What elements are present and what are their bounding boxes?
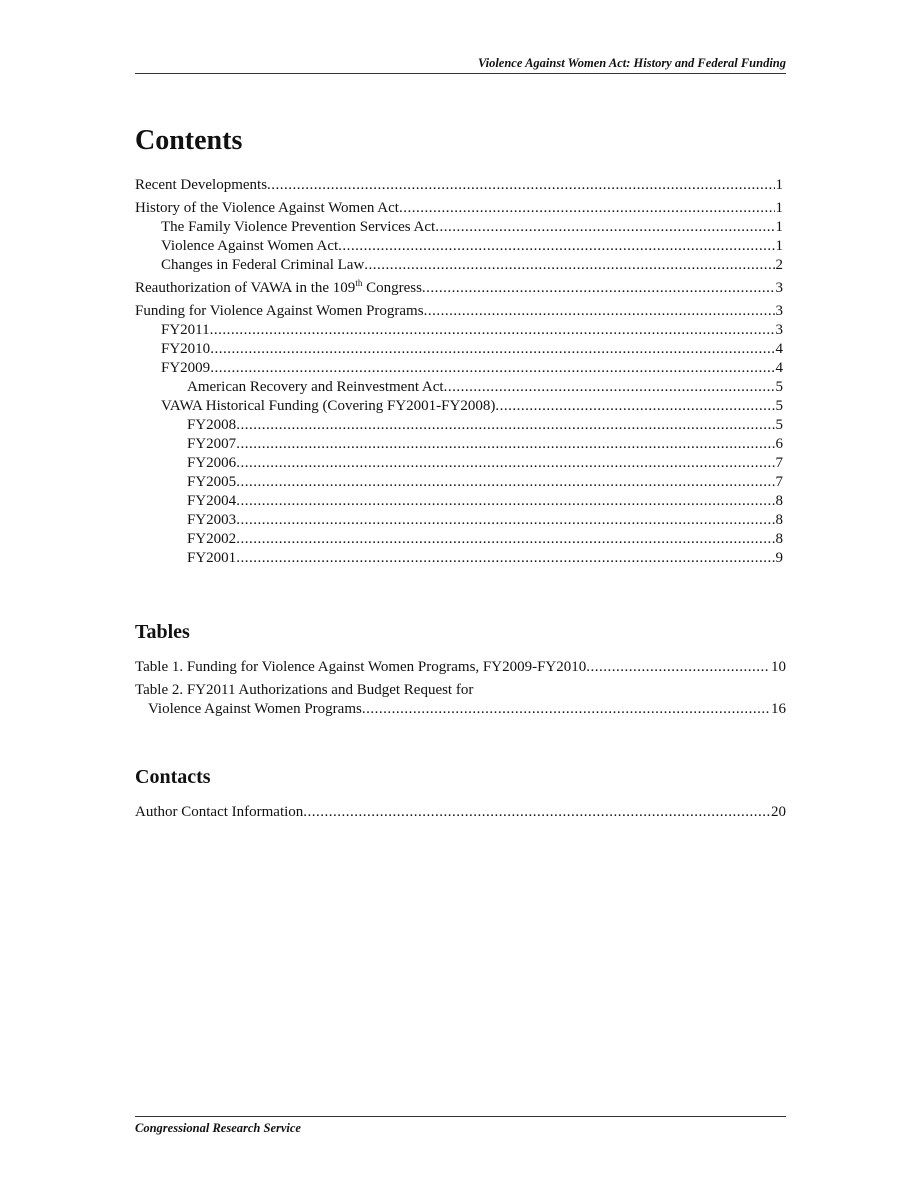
toc-page: 7 [775,474,783,490]
toc-page: 5 [775,417,783,433]
toc-label: American Recovery and Reinvestment Act [187,379,444,395]
toc-page: 1 [775,200,783,216]
toc-entry-fy2009[interactable] [135,359,783,378]
toc-label: FY2002 [187,531,237,547]
toc-entry-history-vawa[interactable] [135,199,783,218]
toc-label: Author Contact Information [135,804,304,820]
toc-entry-fy2005[interactable] [135,473,783,492]
toc-page: 3 [775,322,783,338]
toc-entry-fy2008[interactable] [135,416,783,435]
toc-entry-table-1[interactable] [135,658,786,677]
toc-page: 1 [775,219,783,235]
toc-label: FY2009 [161,360,211,376]
toc-entry-recent-developments[interactable] [135,176,783,195]
tables-list [135,658,786,719]
page-footer: Congressional Research Service [135,1116,786,1136]
toc-label-line2: Violence Against Women Programs [148,701,362,717]
toc-label: FY2004 [187,493,237,509]
toc-page: 8 [775,512,783,528]
toc-label: FY2008 [187,417,237,433]
toc-entry-criminal-law[interactable] [135,256,783,275]
toc-page: 10 [771,659,786,675]
contacts-list [135,803,786,822]
contents-list [135,176,783,568]
toc-label: FY2006 [187,455,237,471]
toc-page: 7 [775,455,783,471]
toc-label: FY2001 [187,550,237,566]
toc-page: 4 [775,341,783,357]
toc-label: Changes in Federal Criminal Law [161,257,365,273]
toc-label-line1: Table 2. FY2011 Authorizations and Budget Request for [135,682,474,698]
toc-label: FY2011 [161,322,210,338]
toc-page: 3 [775,280,783,296]
contents-heading: Contents [135,125,243,156]
toc-label: FY2010 [161,341,211,357]
running-header: Violence Against Women Act: History and Federal Funding [135,56,786,74]
toc-label: FY2003 [187,512,237,528]
toc-page: 16 [771,701,786,717]
toc-label: Funding for Violence Against Women Programs [135,303,424,319]
toc-entry-vawa[interactable] [135,237,783,256]
toc-page: 3 [775,303,783,319]
toc-label: Table 1. Funding for Violence Against Women Programs, FY2009-FY2010 [135,659,587,675]
toc-label: FY2007 [187,436,237,452]
toc-page: 4 [775,360,783,376]
toc-label: History of the Violence Against Women Act [135,200,399,216]
contacts-heading: Contacts [135,766,211,788]
toc-page: 8 [775,493,783,509]
toc-page: 5 [775,379,783,395]
toc-entry-historical-funding[interactable] [135,397,783,416]
toc-entry-funding[interactable] [135,302,783,321]
toc-label: VAWA Historical Funding (Covering FY2001-FY2008) [161,398,496,414]
toc-entry-fy2003[interactable] [135,511,783,530]
toc-page: 1 [775,238,783,254]
toc-label: Reauthorization of VAWA in the 109th Congress [135,278,422,296]
tables-heading: Tables [135,621,190,643]
toc-entry-fy2007[interactable] [135,435,783,454]
toc-entry-fy2004[interactable] [135,492,783,511]
toc-label: Violence Against Women Act [161,238,339,254]
toc-page: 9 [775,550,783,566]
toc-page: 1 [775,177,783,193]
toc-page: 6 [775,436,783,452]
toc-page: 2 [775,257,783,273]
toc-entry-reauthorization[interactable] [135,279,783,298]
toc-entry-fy2002[interactable] [135,530,783,549]
toc-entry-fy2010[interactable] [135,340,783,359]
toc-label: FY2005 [187,474,237,490]
toc-entry-fy2006[interactable] [135,454,783,473]
toc-page: 5 [775,398,783,414]
toc-entry-fy2011[interactable] [135,321,783,340]
toc-entry-author-contact[interactable] [135,803,786,822]
toc-page: 8 [775,531,783,547]
toc-entry-table-2[interactable] [135,681,786,719]
toc-label: Recent Developments [135,177,268,193]
toc-entry-fvpsa[interactable] [135,218,783,237]
toc-entry-fy2001[interactable] [135,549,783,568]
toc-entry-arra[interactable] [135,378,783,397]
toc-page: 20 [771,804,786,820]
toc-label: The Family Violence Prevention Services Act [161,219,436,235]
